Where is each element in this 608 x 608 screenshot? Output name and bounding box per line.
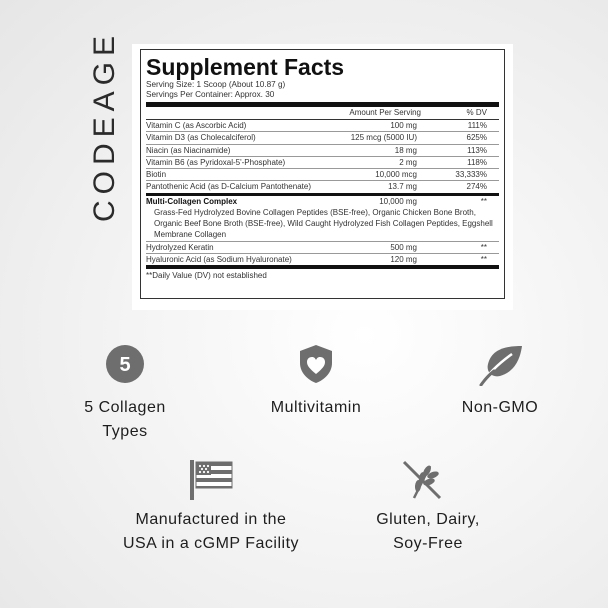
supplement-facts-panel xyxy=(132,44,513,310)
collagen-description: Grass-Fed Hydrolyzed Bovine Collagen Peptides (BSE-free), Organic Chicken Bone Broth, Organic Beef Bone Broth (BSE-free), Wild Caught Hydrolyzed Fish Collagen Peptides, Eggshell Membrane Collagen xyxy=(146,207,499,242)
footnote: **Daily Value (DV) not established xyxy=(146,271,267,281)
label-title: Supplement Facts xyxy=(146,54,345,80)
leaf-icon xyxy=(478,344,524,386)
dv-header: % DV xyxy=(466,108,487,117)
table-row: Vitamin D3 (as Cholecalciferol) 125 mcg (5000 IU) 625% xyxy=(146,132,499,144)
heart-shield-icon xyxy=(296,343,336,385)
column-header xyxy=(146,107,499,120)
table-row: Vitamin C (as Ascorbic Acid) 100 mg 111% xyxy=(146,120,499,132)
no-wheat-icon xyxy=(400,458,444,502)
table-row-collagen: Multi-Collagen Complex 10,000 mg ** xyxy=(146,196,487,206)
collagen-number: 5 xyxy=(119,354,131,376)
table-row: Hydrolyzed Keratin 500 mg ** xyxy=(146,242,499,254)
us-flag-icon xyxy=(188,458,234,502)
supplement-facts-label xyxy=(140,49,505,299)
table-row: Vitamin B6 (as Pyridoxal-5'-Phosphate) 2 mg 118% xyxy=(146,157,499,169)
amount-header: Amount Per Serving xyxy=(349,108,421,117)
table-row: Hyaluronic Acid (as Sodium Hyaluronate) 120 mg ** xyxy=(146,254,487,264)
number-circle-icon xyxy=(104,343,146,385)
feature-multivitamin: Multivitamin xyxy=(270,399,362,416)
feature-collagen-types: 5 Collagen Types xyxy=(84,399,166,440)
serving-size: Serving Size: 1 Scoop (About 10.87 g) xyxy=(146,80,286,89)
table-row: Biotin 10,000 mcg 33,333% xyxy=(146,169,499,181)
brand-text: CODEAGE xyxy=(88,29,121,223)
table-row: Pantothenic Acid (as D-Calcium Pantothenate) 13.7 mg 274% xyxy=(146,181,499,195)
table-row: Niacin (as Niacinamide) 18 mg 113% xyxy=(146,145,499,157)
feature-non-gmo: Non-GMO xyxy=(461,399,539,416)
brand-logo xyxy=(80,29,130,223)
servings-per-container: Servings Per Container: Approx. 30 xyxy=(146,90,275,99)
feature-allergen-free: Gluten, Dairy, Soy-Free xyxy=(376,511,480,552)
feature-manufactured-usa: Manufactured in the USA in a cGMP Facility xyxy=(122,511,300,552)
